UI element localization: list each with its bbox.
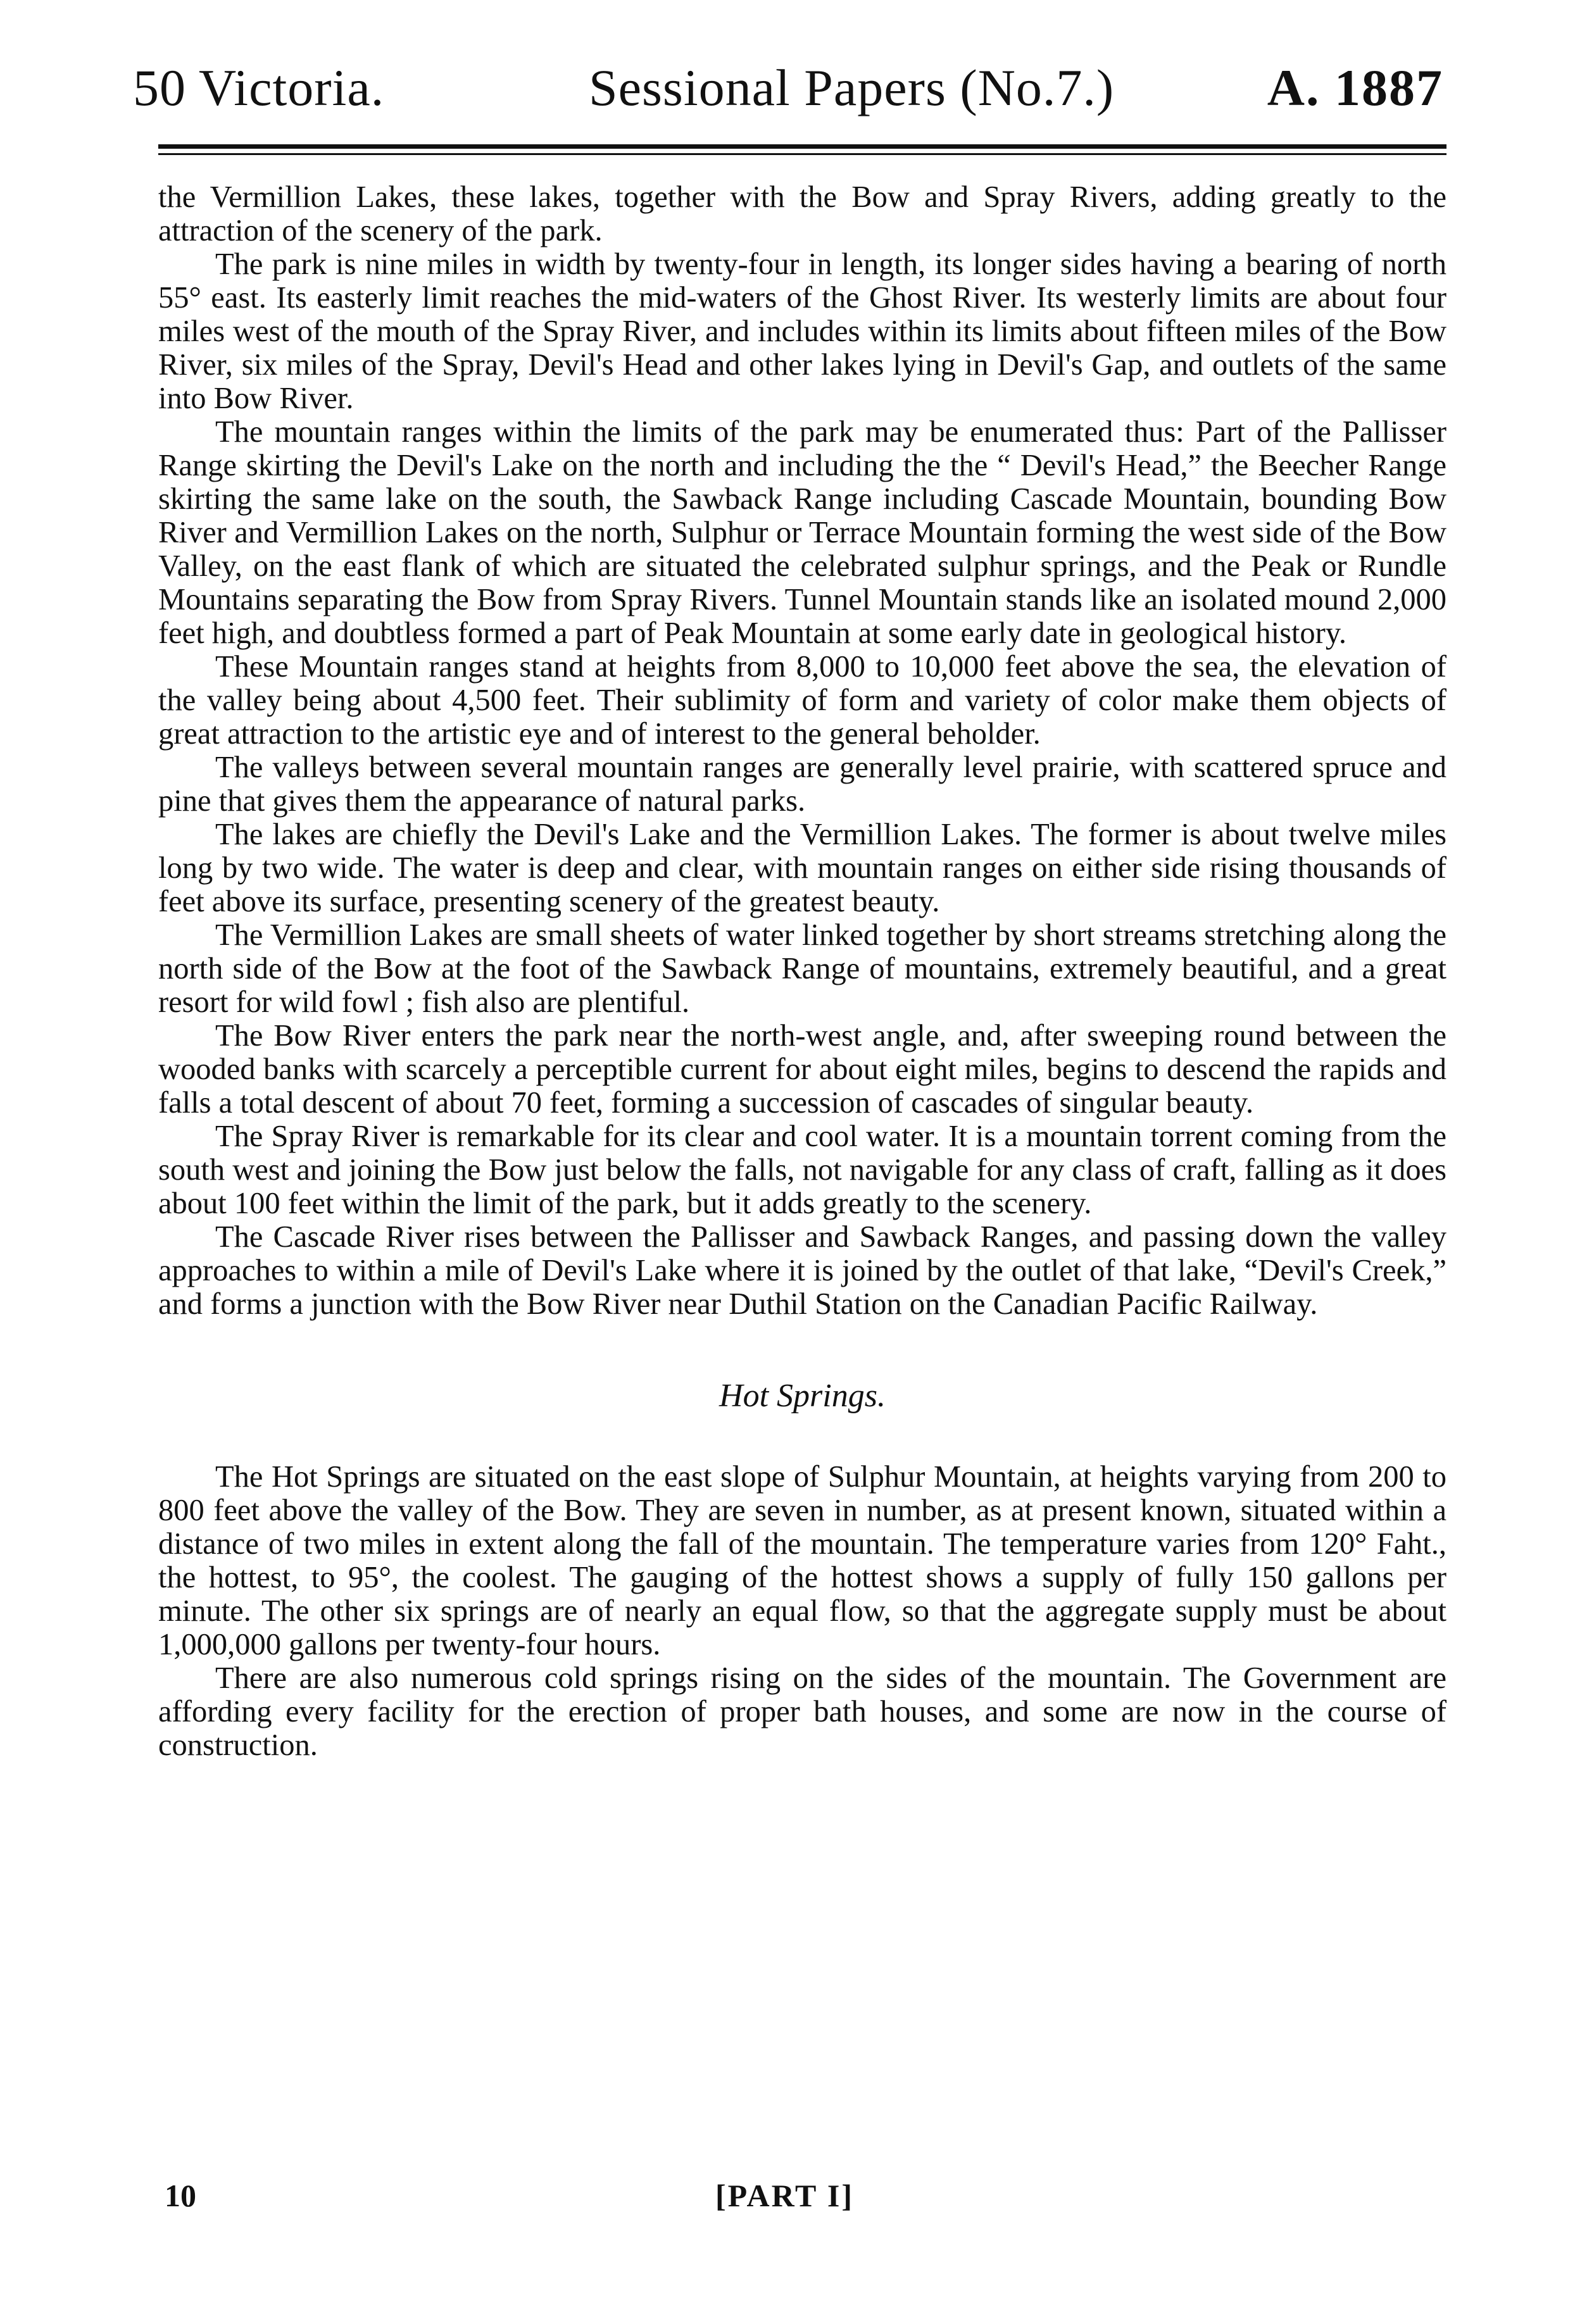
section-heading: Hot Springs.	[719, 1378, 886, 1414]
paragraph: There are also numerous cold springs rising on the sides of the mountain. The Government are affording every facility for the erection of proper bath houses, and some are now in the course of construction.	[158, 1661, 1446, 1762]
paragraph: The park is nine miles in width by twenty-four in length, its longer sides having a bearing of north 55° east. Its easterly limit reaches the mid-waters of the Ghost River. Its westerly limits are about four miles west of the mouth of the Spray River, and includes within its limits about fifteen miles of the Bow River, six miles of the Spray, Devil's Head and other lakes lying in Devil's Gap, and outlets of the same into Bow River.	[158, 247, 1446, 415]
header-title: Sessional Papers (No.7.)	[589, 59, 1115, 116]
hot-springs-section	[158, 1460, 1446, 1762]
paragraph: The valleys between several mountain ranges are generally level prairie, with scattered spruce and pine that gives them the appearance of natural parks.	[158, 751, 1446, 818]
header-rule-thick	[158, 144, 1446, 149]
paragraph: The Cascade River rises between the Pallisser and Sawback Ranges, and passing down the valley approaches to within a mile of Devil's Lake where it is joined by the outlet of that lake, “Devil's Creek,” and forms a junction with the Bow River near Duthil Station on the Canadian Pacific Railway.	[158, 1220, 1446, 1321]
paragraph: The mountain ranges within the limits of the park may be enumerated thus: Part of the Pallisser Range skirting the Devil's Lake on the north and including the the “ Devil's Head,” the Beecher Range skirting the same lake on the south, the Sawback Range including Cascade Mountain, bounding Bow River and Vermillion Lakes on the north, Sulphur or Terrace Mountain forming the west side of the Bow Valley, on the east flank of which are situated the celebrated sulphur springs, and the Peak or Rundle Mountains separating the Bow from Spray Rivers. Tunnel Mountain stands like an isolated mound 2,000 feet high, and doubtless formed a part of Peak Mountain at some early date in geological history.	[158, 415, 1446, 650]
part-label: [PART I]	[715, 2178, 854, 2213]
header-year: A. 1887	[1267, 59, 1443, 116]
paragraph: These Mountain ranges stand at heights from 8,000 to 10,000 feet above the sea, the elevation of the valley being about 4,500 feet. Their sublimity of form and variety of color make them objects of great attraction to the artistic eye and of interest to the general beholder.	[158, 650, 1446, 751]
running-head	[133, 58, 1443, 134]
body-text	[158, 180, 1446, 1762]
header-session: 50 Victoria.	[133, 59, 385, 116]
paragraph: The Vermillion Lakes are small sheets of water linked together by short streams stretching along the north side of the Bow at the foot of the Sawback Range of mountains, extremely beautiful, and a great resort for wild fowl ; fish also are plentiful.	[158, 918, 1446, 1019]
page-footer	[158, 2177, 1446, 2221]
signature-mark: 10	[165, 2178, 196, 2213]
paragraph: The Hot Springs are situated on the east slope of Sulphur Mountain, at heights varying from 200 to 800 feet above the valley of the Bow. They are seven in number, as at present known, situated within a distance of two miles in extent along the fall of the mountain. The temperature varies from 120° Faht., the hottest, to 95°, the coolest. The gauging of the hottest shows a supply of fully 150 gallons per minute. The other six springs are of nearly an equal flow, so that the aggregate supply must be about 1,000,000 gallons per twenty-four hours.	[158, 1460, 1446, 1661]
paragraph: The lakes are chiefly the Devil's Lake and the Vermillion Lakes. The former is about twelve miles long by two wide. The water is deep and clear, with mountain ranges on either side rising thousands of feet above its surface, presenting scenery of the greatest beauty.	[158, 818, 1446, 918]
paragraph: The Spray River is remarkable for its clear and cool water. It is a mountain torrent coming from the south west and joining the Bow just below the falls, not navigable for any class of craft, falling as it does about 100 feet within the limit of the park, but it adds greatly to the scenery.	[158, 1120, 1446, 1220]
paragraph: the Vermillion Lakes, these lakes, together with the Bow and Spray Rivers, adding greatly to the attraction of the scenery of the park.	[158, 180, 1446, 247]
paragraph: The Bow River enters the park near the north-west angle, and, after sweeping round between the wooded banks with scarcely a perceptible current for about eight miles, begins to descend the rapids and falls a total descent of about 70 feet, forming a succession of cascades of singular beauty.	[158, 1019, 1446, 1120]
header-rule-thin	[158, 153, 1446, 155]
